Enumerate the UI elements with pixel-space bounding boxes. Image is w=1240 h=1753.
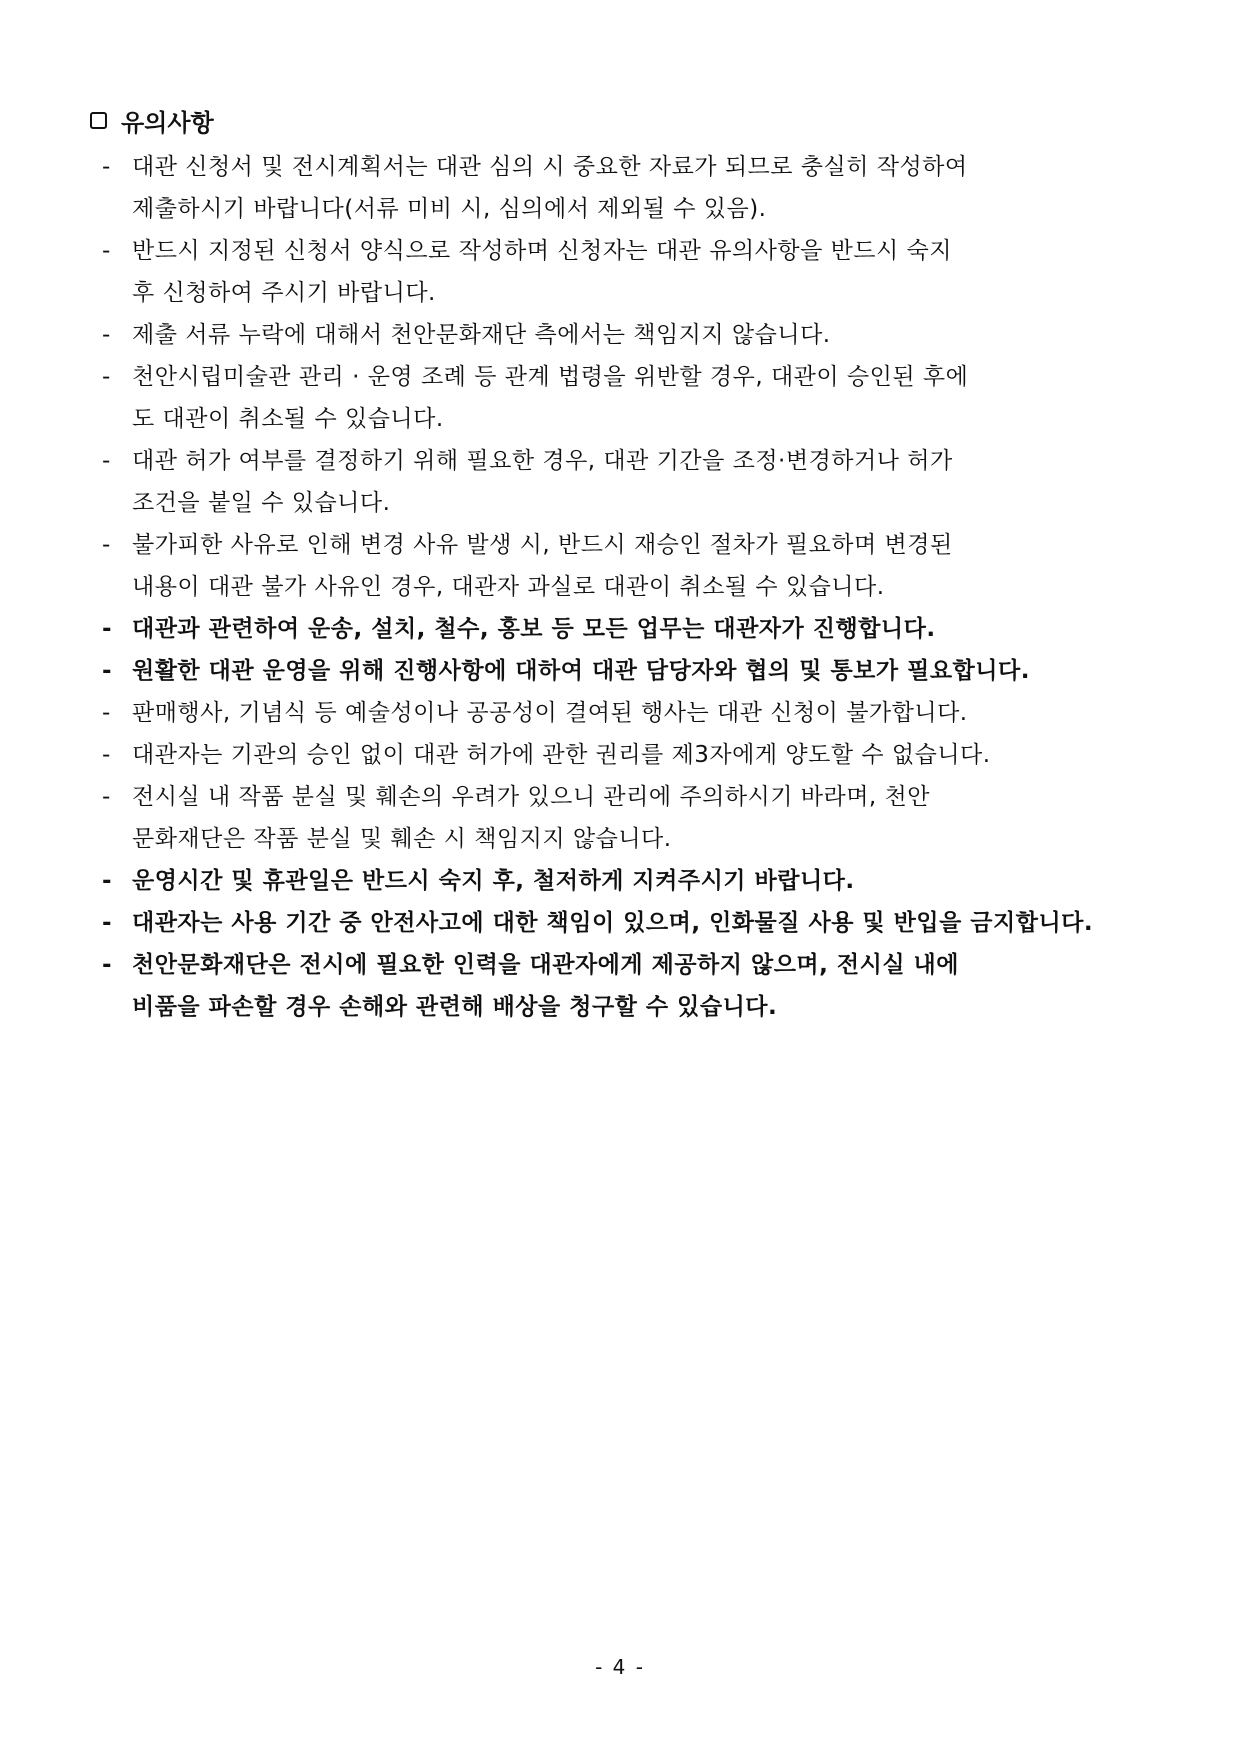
notice-section [90,100,1160,1028]
list-item-line: 대관 신청서 및 전시계획서는 대관 심의 시 중요한 자료가 되므로 충실히 작성하여 [132,154,968,180]
dash-bullet: - [102,868,113,894]
list-item [90,524,1160,608]
list-item-line: 운영시간 및 휴관일은 반드시 숙지 후, 철저하게 지켜주시기 바랍니다. [132,868,855,894]
dash-bullet: - [102,910,113,936]
notice-list [90,146,1160,1028]
list-item [90,608,1160,650]
dash-bullet: - [102,364,111,390]
dash-bullet: - [102,238,111,264]
list-item-line: 전시실 내 작품 분실 및 훼손의 우려가 있으니 관리에 주의하시기 바라며, 천안 [132,784,930,810]
list-item [90,860,1160,902]
list-item [90,356,1160,440]
list-item-line: 도 대관이 취소될 수 있습니다. [132,406,444,432]
list-item-line: 원활한 대관 운영을 위해 진행사항에 대하여 대관 담당자와 협의 및 통보가 필요합니다. [132,658,1030,684]
list-item-line: 천안시립미술관 관리 · 운영 조례 등 관계 법령을 위반할 경우, 대관이 승인된 후에 [132,364,969,390]
dash-bullet: - [102,322,111,348]
dash-bullet: - [102,658,113,684]
dash-bullet: - [102,742,111,768]
list-item-line: 대관자는 기관의 승인 없이 대관 허가에 관한 권리를 제3자에게 양도할 수 없습니다. [132,742,991,768]
list-item-line: 반드시 지정된 신청서 양식으로 작성하며 신청자는 대관 유의사항을 반드시 숙지 [132,238,952,264]
list-item [90,902,1160,944]
list-item [90,230,1160,314]
dash-bullet: - [102,616,113,642]
list-item [90,944,1160,1028]
list-item-line: 제출 서류 누락에 대해서 천안문화재단 측에서는 책임지지 않습니다. [132,322,831,348]
list-item-line: 판매행사, 기념식 등 예술성이나 공공성이 결여된 행사는 대관 신청이 불가합니다. [132,700,968,726]
list-item-line: 조건을 붙일 수 있습니다. [132,490,391,516]
dash-bullet: - [102,700,111,726]
page-number: - 4 - [595,1655,645,1679]
list-item-line: 비품을 파손할 경우 손해와 관련해 배상을 청구할 수 있습니다. [132,994,778,1020]
square-bullet-icon [90,112,107,129]
list-item-line: 천안문화재단은 전시에 필요한 인력을 대관자에게 제공하지 않으며, 전시실 내에 [132,952,959,978]
section-heading [90,100,1160,140]
dash-bullet: - [102,952,113,978]
list-item [90,650,1160,692]
list-item [90,440,1160,524]
list-item [90,314,1160,356]
list-item [90,734,1160,776]
list-item [90,776,1160,860]
list-item-line: 내용이 대관 불가 사유인 경우, 대관자 과실로 대관이 취소될 수 있습니다. [132,574,885,600]
dash-bullet: - [102,784,111,810]
section-title: 유의사항 [121,108,214,137]
list-item-line: 대관자는 사용 기간 중 안전사고에 대한 책임이 있으며, 인화물질 사용 및 반입을 금지합니다. [132,910,1094,936]
dash-bullet: - [102,154,111,180]
list-item-line: 문화재단은 작품 분실 및 훼손 시 책임지지 않습니다. [132,826,672,852]
list-item-line: 대관과 관련하여 운송, 설치, 철수, 홍보 등 모든 업무는 대관자가 진행합니다. [132,616,936,642]
list-item-line: 후 신청하여 주시기 바랍니다. [132,280,436,306]
list-item-line: 제출하시기 바랍니다(서류 미비 시, 심의에서 제외될 수 있음). [132,196,767,222]
dash-bullet: - [102,532,111,558]
list-item [90,692,1160,734]
list-item [90,146,1160,230]
dash-bullet: - [102,448,111,474]
list-item-line: 불가피한 사유로 인해 변경 사유 발생 시, 반드시 재승인 절차가 필요하며 변경된 [132,532,953,558]
list-item-line: 대관 허가 여부를 결정하기 위해 필요한 경우, 대관 기간을 조정·변경하거나 허가 [132,448,953,474]
